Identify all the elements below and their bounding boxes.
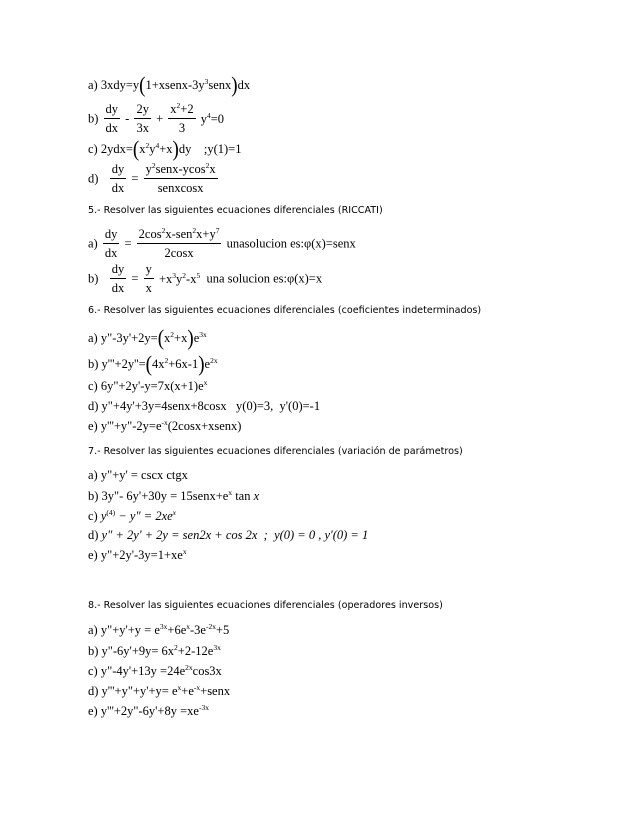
item-label: b) bbox=[88, 111, 99, 126]
left-paren: ( bbox=[157, 326, 165, 351]
right-paren: ) bbox=[198, 352, 205, 377]
item-label: d) bbox=[88, 399, 99, 413]
item-label: b) bbox=[88, 357, 99, 371]
item-label: b) bbox=[88, 271, 99, 286]
left-paren: ( bbox=[145, 352, 152, 377]
right-paren: ) bbox=[187, 326, 194, 351]
eq-8c: c) y"-4y'+13y $=24e^{2x}\cos 3x$ bbox=[88, 663, 222, 678]
eq-7e: e) $y"+2y'-3y=1+xe^x$ bbox=[88, 547, 187, 562]
item-label: d) bbox=[88, 528, 99, 542]
item-label: e) bbox=[88, 419, 98, 433]
item-label: e) bbox=[88, 548, 98, 562]
eq-8d: d) y'''+y"+y'+y= $e^x+e^{-x}+senx$ bbox=[88, 683, 231, 698]
item-label: c) bbox=[88, 664, 98, 678]
eq-6a: a) $y"-3y'+2y=(x^2+x)e^{3x}$ bbox=[88, 326, 207, 351]
eq-6c: c) $6y"+2y'-y=7x(x+1)e^x$ bbox=[88, 378, 208, 393]
eq-4a: a) $3xdy=y(1+xsenx-3y^3senx)dx$ bbox=[88, 73, 251, 98]
item-label: b) bbox=[88, 489, 99, 503]
fraction: $\frac{2\cos^2x-sen^2x+y^7}{2\cos x}$ bbox=[138, 226, 220, 261]
fraction: $\frac{2y}{3x}$ bbox=[136, 102, 149, 136]
item-label: a) bbox=[88, 623, 98, 637]
eq-4d: d) $\frac{dy}{dx}$ = $\frac{y^2senx-ycos^2x}{\text{senxcosx}}$ bbox=[88, 161, 216, 196]
item-label: e) bbox=[88, 704, 98, 718]
eq-6d: d) y"+4y'+3y=4senx+8cosx y(0)=3, y'(0)=-1 bbox=[88, 399, 321, 413]
item-label: c) bbox=[88, 142, 98, 156]
item-label: c) bbox=[88, 509, 98, 523]
section-8-title: 8.- Resolver las siguientes ecuaciones diferenciales (operadores inversos) bbox=[88, 600, 443, 611]
item-label: a) bbox=[88, 331, 98, 345]
section-6-title: 6.- Resolver las siguientes ecuaciones diferenciales (coeficientes indeterminados) bbox=[88, 305, 482, 316]
item-label: d) bbox=[88, 684, 99, 698]
left-paren: ( bbox=[139, 73, 146, 98]
eq-6e: e) $y'''+y"-2y=e^{-x}(2\cos x+xsenx)$ bbox=[88, 418, 242, 433]
eq-7c: c) $y^{(4)} - y$" = $2xe^x$ bbox=[88, 508, 177, 523]
fraction: $\frac{dy}{dx}$ bbox=[105, 102, 119, 136]
item-label: a) bbox=[88, 236, 98, 251]
eq-8b: b) y"-6y'+9y= $6x^2+2-12e^{3x}$ bbox=[88, 643, 221, 658]
eq-5b: b) $\frac{dy}{dx}$ = $\frac{y}{x}$ $+x^3y^2-x^5$ una solucion es:φ(x)=x bbox=[88, 262, 323, 296]
right-paren: ) bbox=[172, 137, 179, 162]
eq-4c: c) $2ydx=(x^2y^4+x)dy$ ;y(1)=1 bbox=[88, 137, 242, 162]
eq-7b: b) 3y"- $6y'+30y = 15senx+e^x$ tan x bbox=[88, 488, 260, 503]
left-paren: ( bbox=[132, 137, 140, 162]
eq-7a: a) y"+y' = cscx ctgx bbox=[88, 468, 188, 482]
item-label: b) bbox=[88, 644, 99, 658]
item-label: d) bbox=[88, 171, 99, 186]
item-label: c) bbox=[88, 379, 98, 393]
fraction: $\frac{y^2senx-ycos^2x}{\text{senxcosx}}$ bbox=[145, 161, 216, 196]
eq-4b: b) $\frac{dy}{dx}$ - $\frac{2y}{3x}$ + $\frac{x^2+2}{3}$ $y^4=0$ bbox=[88, 101, 225, 136]
eq-7d: d) y" + 2y' + 2y = sen2x + cos 2x ; y(0) = 0 , y'(0) = 1 bbox=[88, 528, 369, 542]
fraction: $\frac{dy}{dx}$ bbox=[104, 227, 118, 261]
eq-8a: a) y"+y'+y = $e^{3x}+6e^x-3e^{-2x}+5$ bbox=[88, 622, 230, 637]
right-paren: ) bbox=[231, 73, 238, 98]
item-label: a) bbox=[88, 468, 98, 482]
item-label: a) bbox=[88, 78, 98, 92]
eq-6b: b) $y'''+2y''=(4x^2+6x-1)e^{2x}$ bbox=[88, 352, 218, 377]
eq-5a: a) $\frac{dy}{dx}$ = $\frac{2\cos^2x-sen^2x+y^7}{2\cos x}$ unasolucion es:φ(x)=senx bbox=[88, 226, 356, 261]
fraction: $\frac{dy}{dx}$ bbox=[111, 262, 125, 296]
fraction: $\frac{x^2+2}{3}$ bbox=[170, 101, 194, 136]
fraction: $\frac{y}{x}$ bbox=[145, 262, 152, 296]
section-7-title: 7.- Resolver las siguientes ecuaciones diferenciales (variación de parámetros) bbox=[88, 446, 463, 457]
fraction: $\frac{dy}{dx}$ bbox=[111, 162, 125, 196]
section-5-title: 5.- Resolver las siguientes ecuaciones diferenciales (RICCATI) bbox=[88, 205, 383, 216]
eq-8e: e) y'''+2y"-6y'+8y $=xe^{-3x}$ bbox=[88, 703, 209, 718]
